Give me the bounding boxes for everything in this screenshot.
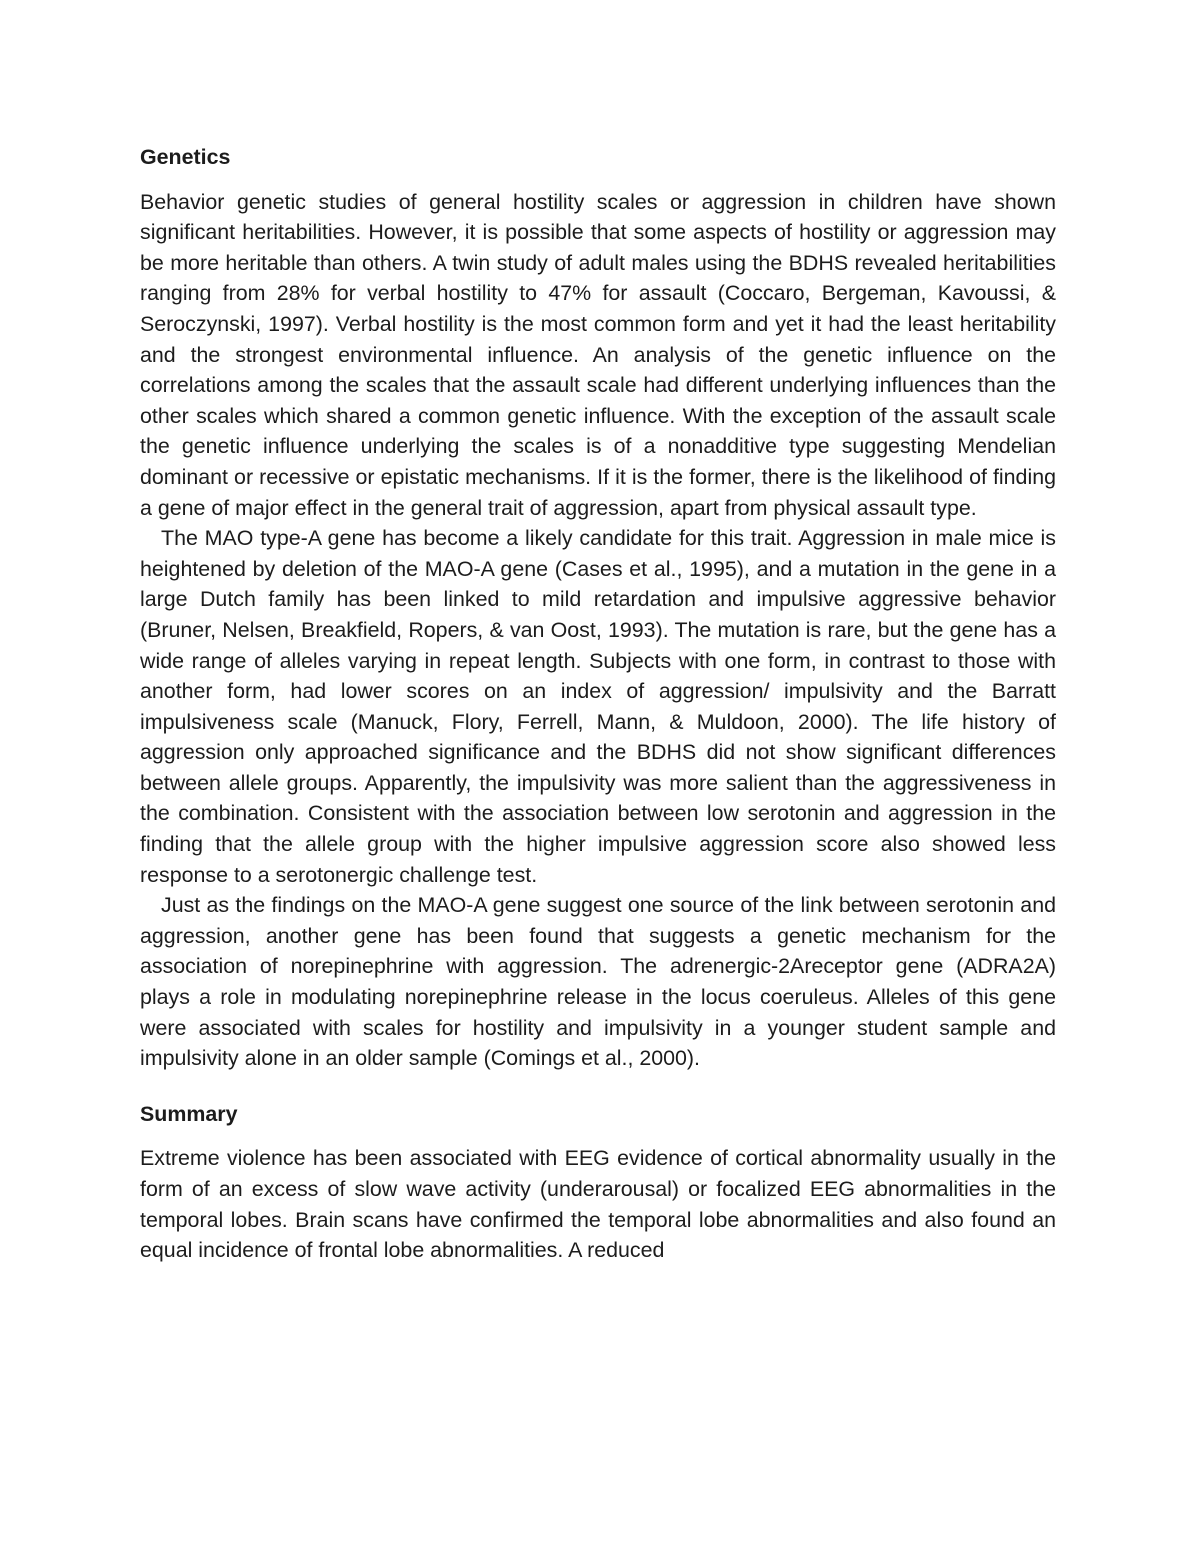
section-genetics [140, 142, 1056, 1074]
section-heading-genetics: Genetics [140, 145, 231, 169]
document-page [140, 142, 1056, 1266]
paragraph: Behavior genetic studies of general hostility scales or aggression in children have shown significant heritabilities. However, it is possible that some aspects of hostility or aggression may be more heritable than others. A twin study of adult males using the BDHS revealed heritabilities ranging from 28% for verbal hostility to 47% for assault (Coccaro, Bergeman, Kavoussi, & Seroczynski, 1997). Verbal hostility is the most common form and yet it had the least heritability and the strongest environmental influence. An analysis of the genetic influence on the correlations among the scales that the assault scale had different underlying influences than the other scales which shared a common genetic influence. With the exception of the assault scale the genetic influence underlying the scales is of a nonadditive type suggesting Mendelian dominant or recessive or epistatic mechanisms. If it is the former, there is the likelihood of finding a gene of major effect in the general trait of aggression, apart from physical assault type. [140, 189, 1056, 520]
section-heading-summary: Summary [140, 1101, 238, 1126]
paragraph: Extreme violence has been associated with EEG evidence of cortical abnormality usually in the form of an excess of slow wave activity (underarousal) or focalized EEG abnormalities in the temporal lobes. Brain scans have confirmed the temporal lobe abnormalities and also found an equal incidence of frontal lobe abnormalities. A reduced [140, 1146, 1056, 1263]
paragraph: The MAO type-A gene has become a likely candidate for this trait. Aggression in male mice is heightened by deletion of the MAO-A gene (Cases et al., 1995), and a mutation in the gene in a large Dutch family has been linked to mild retardation and impulsive aggressive behavior (Bruner, Nelsen, Breakfield, Ropers, & van Oost, 1993). The mutation is rare, but the gene has a wide range of alleles varying in repeat length. Subjects with one form, in contrast to those with another form, had lower scores on an index of aggression/ impulsivity and the Barratt impulsiveness scale (Manuck, Flory, Ferrell, Mann, & Muldoon, 2000). The life history of aggression only approached significance and the BDHS did not show significant differences between allele groups. Apparently, the impulsivity was more salient than the aggressiveness in the combination. Consistent with the association between low serotonin and aggression in the finding that the allele group with the higher impulsive aggression score also showed less response to a serotonergic challenge test. [140, 526, 1056, 887]
section-summary [140, 1099, 1056, 1266]
paragraph: Just as the findings on the MAO-A gene suggest one source of the link between serotonin and aggression, another gene has been found that suggests a genetic mechanism for the association of norepinephrine with aggression. The adrenergic-2Areceptor gene (ADRA2A) plays a role in modulating norepinephrine release in the locus coeruleus. Alleles of this gene were associated with scales for hostility and impulsivity in a younger student sample and impulsivity alone in an older sample (Comings et al., 2000). [140, 893, 1056, 1071]
